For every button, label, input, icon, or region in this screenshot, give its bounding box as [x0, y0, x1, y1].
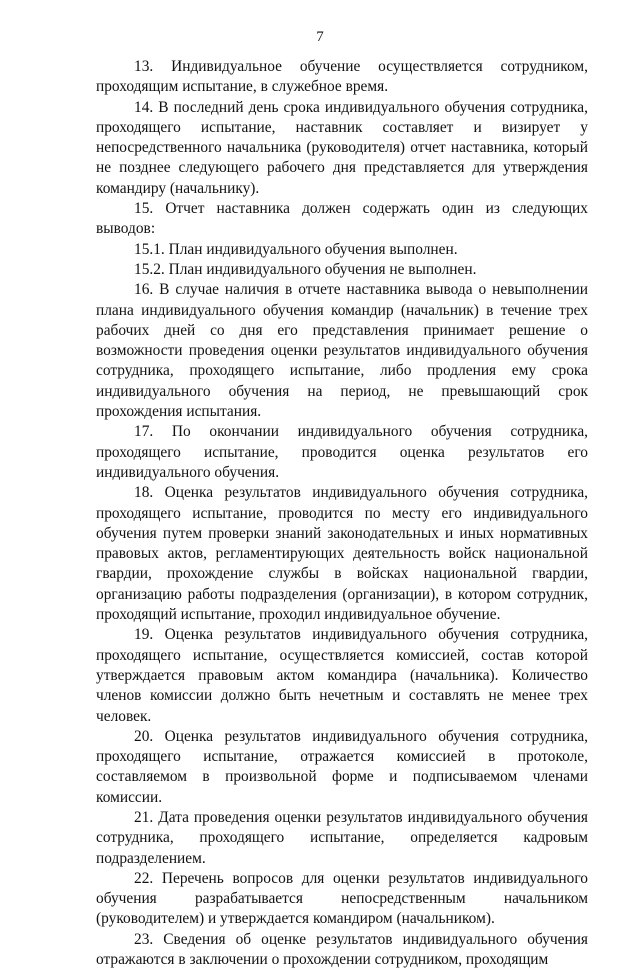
paragraph-18: 18. Оценка результатов индивидуального обучения сотрудника, проходящего испытание, проводится по месту его индивидуального обучения путем проверки знаний законодательных и иных нормативных правовых актов, регламентирующих деятельность войск национальной гвардии, прохождение службы в войсках национальной гвардии, организацию работы подразделения (организации), в котором сотрудник, проходящий испытание, проходил индивидуальное обучение. — [96, 484, 588, 624]
paragraph-13: 13. Индивидуальное обучение осуществляется сотрудником, проходящим испытание, в служебное время. — [96, 58, 588, 96]
paragraph-22: 22. Перечень вопросов для оценки результатов индивидуального обучения разрабатывается непосредственным начальником (руководителем) и утверждается командиром (начальником). — [96, 869, 588, 928]
paragraph-15-2: 15.2. План индивидуального обучения не выполнен. — [134, 260, 477, 278]
paragraph-15-1: 15.1. План индивидуального обучения выполнен. — [134, 240, 458, 258]
paragraph-15: 15. Отчет наставника должен содержать один из следующих выводов: — [96, 200, 588, 238]
paragraph-16: 16. В случае наличия в отчете наставника вывода о невыполнении плана индивидуального обучения командир (начальник) в течение трех рабочих дней со дня его представления принимает решение о возможности проведения оценки результатов индивидуального обучения сотрудника, проходящего испытание, либо продления ему срока индивидуального обучения на период, не превышающий срок прохождения испытания. — [96, 281, 588, 421]
page-number: 7 — [316, 29, 324, 45]
paragraph-20: 20. Оценка результатов индивидуального обучения сотрудника, проходящего испытание, отражается комиссией в протоколе, составляемом в произвольной форме и подписываемом членами комиссии. — [96, 727, 588, 806]
document-body — [96, 57, 588, 970]
paragraph-21: 21. Дата проведения оценки результатов индивидуального обучения сотрудника, проходящего испытание, определяется кадровым подразделением. — [96, 808, 588, 867]
paragraph-23: 23. Сведения об оценке результатов индивидуального обучения отражаются в заключении о прохождении сотрудником, проходящим — [96, 930, 588, 969]
paragraph-19: 19. Оценка результатов индивидуального обучения сотрудника, проходящего испытание, осуществляется комиссией, состав которой утверждается правовым актом командира (начальника). Количество членов комиссии должно быть нечетным и составлять не менее трех человек. — [96, 626, 588, 725]
paragraph-14: 14. В последний день срока индивидуального обучения сотрудника, проходящего испытание, наставник составляет и визирует у непосредственного начальника (руководителя) отчет наставника, который не позднее следующего рабочего дня представляется для утверждения командиру (начальнику). — [96, 98, 588, 197]
paragraph-17: 17. По окончании индивидуального обучения сотрудника, проходящего испытание, проводится оценка результатов его индивидуального обучения. — [96, 423, 588, 481]
